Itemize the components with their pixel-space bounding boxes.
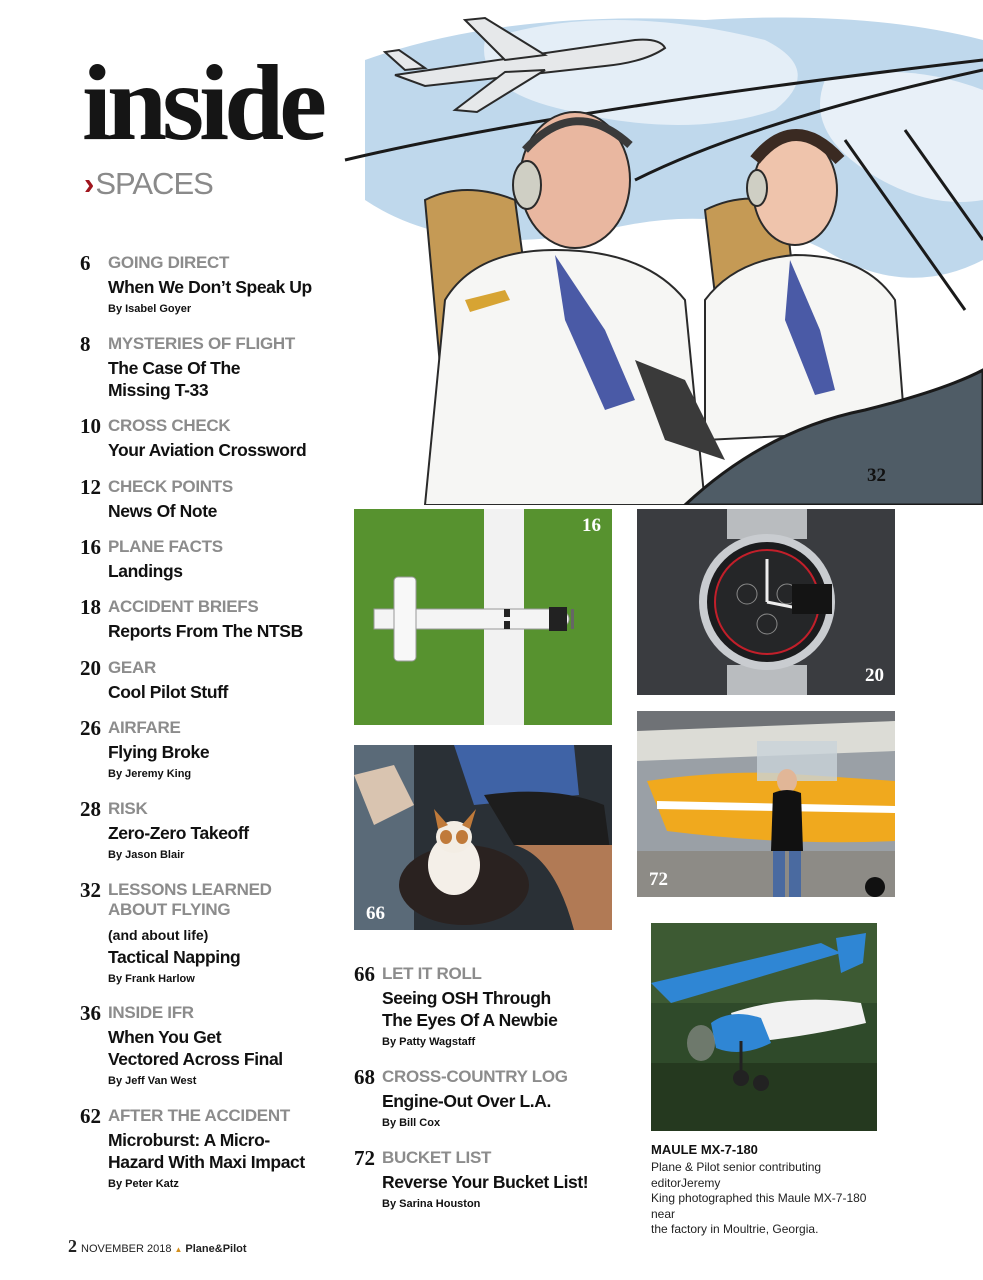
toc-kicker: CHECK POINTS — [108, 477, 233, 496]
toc-page-number: 26 — [80, 716, 101, 740]
toc-kicker: PLANE FACTS — [108, 537, 223, 556]
hero-page-number: 32 — [867, 465, 886, 486]
toc-subkicker: (and about life) — [108, 927, 209, 943]
toc-kicker: RISK — [108, 799, 148, 818]
toc-title: Zero-Zero Takeoff — [108, 823, 249, 843]
toc-title: Reports From The NTSB — [108, 621, 303, 641]
photo-watch[interactable] — [637, 509, 895, 695]
toc-byline: By Jason Blair — [108, 849, 185, 861]
triangle-icon: ▲ — [174, 1245, 183, 1254]
toc-page-number: 62 — [80, 1104, 101, 1128]
toc-page-number: 16 — [80, 535, 101, 559]
toc-title: Your Aviation Crossword — [108, 440, 307, 460]
toc-byline: By Frank Harlow — [108, 973, 195, 985]
toc-title: Seeing OSH Through The Eyes Of A Newbie — [382, 988, 558, 1030]
toc-page-number: 20 — [80, 656, 101, 680]
toc-kicker: MYSTERIES OF FLIGHT — [108, 334, 295, 353]
footer-brand: Plane&Pilot — [185, 1243, 247, 1255]
toc-byline: By Isabel Goyer — [108, 303, 192, 315]
plane-top-page-number: 16 — [582, 515, 601, 536]
photo-plane-top[interactable] — [354, 509, 612, 725]
toc-kicker: INSIDE IFR — [108, 1003, 194, 1022]
toc-page-number: 32 — [80, 878, 101, 902]
toc-kicker: AFTER THE ACCIDENT — [108, 1106, 290, 1125]
toc-title: Reverse Your Bucket List! — [382, 1172, 589, 1192]
watch-page-number: 20 — [865, 665, 884, 686]
chevron-right-icon: › — [84, 166, 94, 201]
toc-page-number: 66 — [354, 962, 375, 986]
photo-maule[interactable] — [651, 923, 877, 1131]
photo-pilot[interactable] — [637, 711, 895, 897]
footer-issue: NOVEMBER 2018 — [81, 1243, 172, 1255]
page-footer — [68, 1236, 247, 1257]
caption-title: MAULE MX-7-180 — [651, 1142, 758, 1157]
toc-title: News Of Note — [108, 501, 217, 521]
toc-title: When We Don’t Speak Up — [108, 277, 312, 297]
toc-byline: By Jeremy King — [108, 768, 192, 780]
toc-kicker: CROSS-COUNTRY LOG — [382, 1067, 568, 1086]
toc-page-number: 18 — [80, 595, 101, 619]
toc-byline: By Jeff Van West — [108, 1075, 197, 1087]
footer-page-number: 2 — [68, 1236, 77, 1256]
section-label — [84, 166, 213, 202]
toc-title: Engine-Out Over L.A. — [382, 1091, 551, 1111]
toc-title: Microburst: A Micro- Hazard With Maxi Impact — [108, 1130, 305, 1172]
toc-kicker: ACCIDENT BRIEFS — [108, 597, 259, 616]
toc-byline: By Bill Cox — [382, 1117, 441, 1129]
toc-title: Cool Pilot Stuff — [108, 682, 228, 702]
toc-page-number: 12 — [80, 475, 101, 499]
toc-kicker: LET IT ROLL — [382, 964, 482, 983]
section-label-text: SPACES — [95, 166, 213, 201]
toc-title: Flying Broke — [108, 742, 210, 762]
toc-page-number: 8 — [80, 332, 91, 356]
toc-kicker: GEAR — [108, 658, 156, 677]
toc-title: Tactical Napping — [108, 947, 241, 967]
toc-title: The Case Of The Missing T-33 — [108, 358, 241, 400]
toc-page-number: 72 — [354, 1146, 375, 1170]
toc-kicker: BUCKET LIST — [382, 1148, 492, 1167]
toc-title: When You Get Vectored Across Final — [108, 1027, 283, 1069]
toc-kicker: GOING DIRECT — [108, 253, 230, 272]
dog-page-number: 66 — [366, 903, 385, 924]
toc-kicker: CROSS CHECK — [108, 416, 231, 435]
pilot-page-number: 72 — [649, 869, 668, 890]
toc-byline: By Sarina Houston — [382, 1198, 481, 1210]
toc-kicker: LESSONS LEARNED ABOUT FLYING — [108, 880, 272, 919]
photo-dog[interactable] — [354, 745, 612, 930]
toc-page-number: 68 — [354, 1065, 375, 1089]
photo-caption — [651, 1142, 891, 1238]
toc-page-number: 28 — [80, 797, 101, 821]
toc-page-number: 10 — [80, 414, 101, 438]
toc-page-number: 36 — [80, 1001, 101, 1025]
toc-byline: By Peter Katz — [108, 1178, 179, 1190]
masthead-title: inside — [82, 44, 323, 163]
toc-page-number: 6 — [80, 251, 91, 275]
toc-title: Landings — [108, 561, 183, 581]
toc-byline: By Patty Wagstaff — [382, 1036, 476, 1048]
caption-text: Plane & Pilot senior contributing editorJeremy King photographed this Maule MX-7-180 near the factory in Moultrie, Georgia. — [651, 1160, 867, 1236]
toc-kicker: AIRFARE — [108, 718, 181, 737]
